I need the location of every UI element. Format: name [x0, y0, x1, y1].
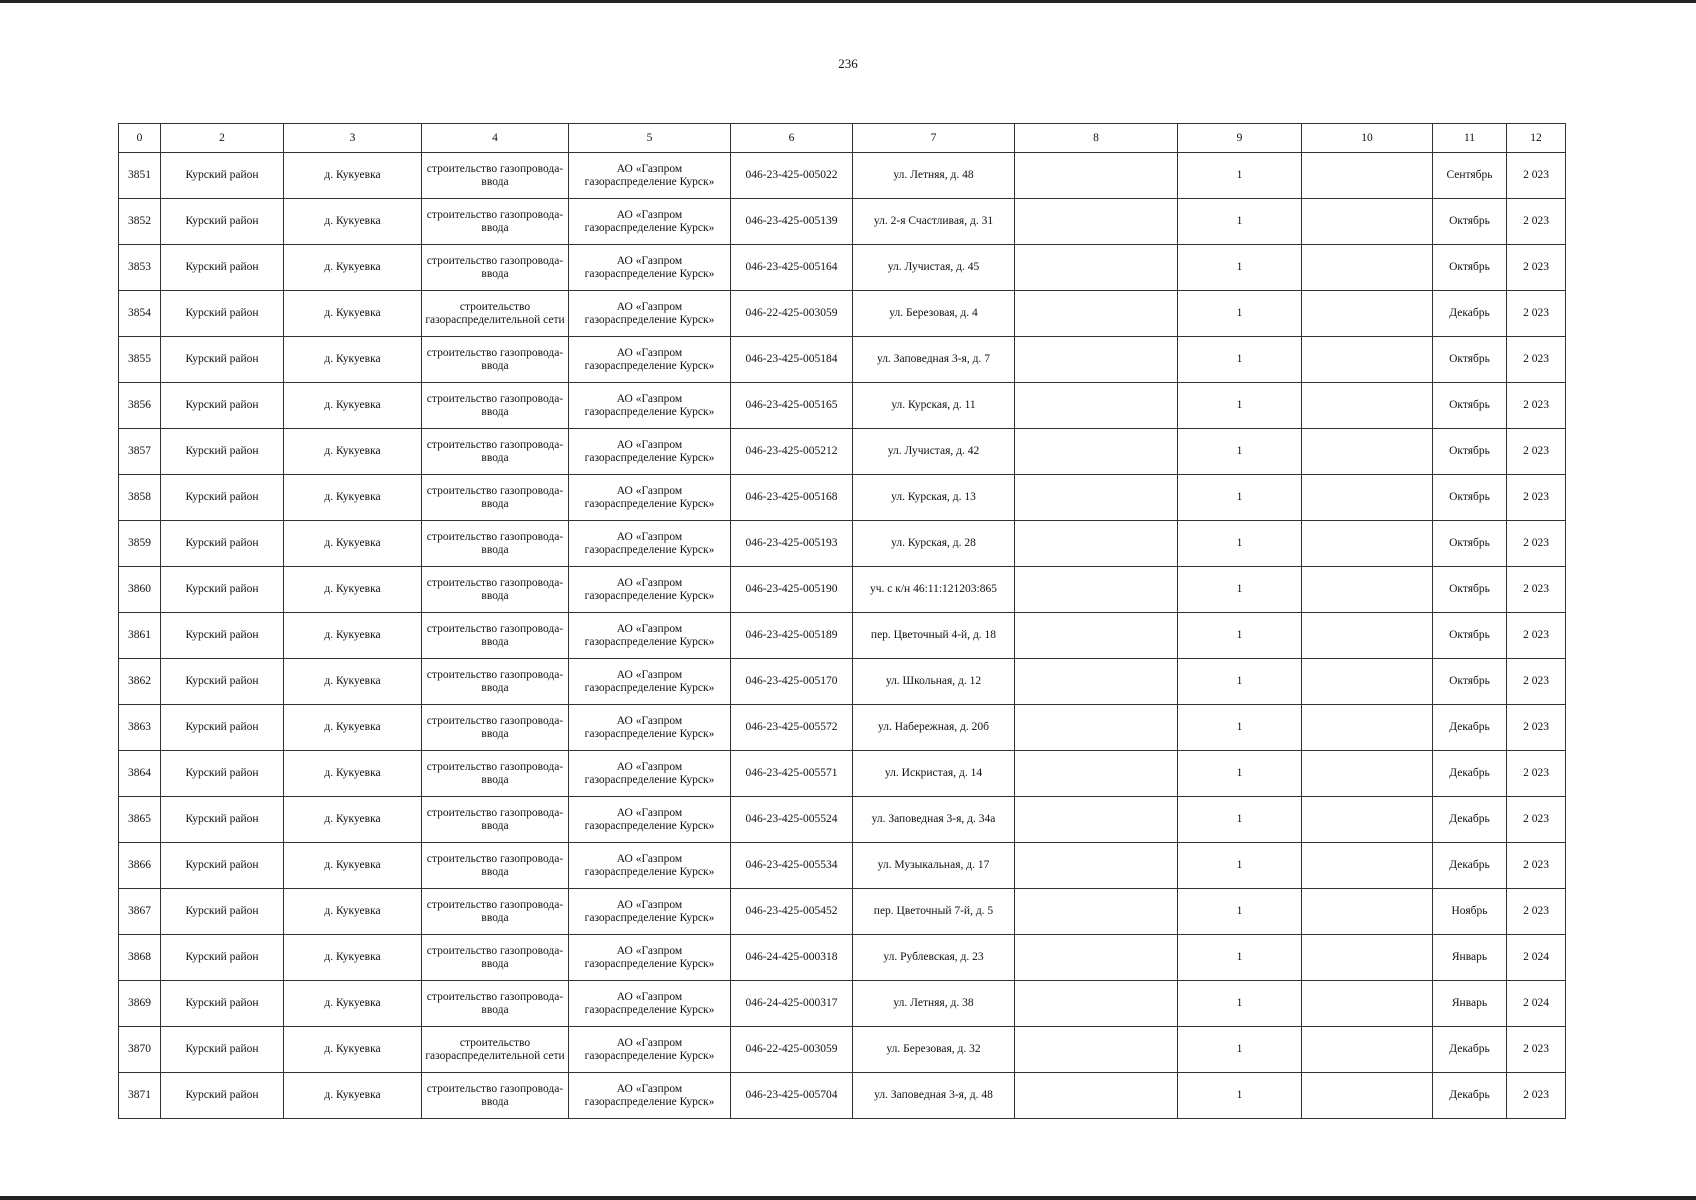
contract-number-cell: 046-23-425-005022 — [731, 153, 853, 199]
work-type-cell: строительство газопровода-ввода — [422, 429, 569, 475]
quantity-cell: 1 — [1178, 199, 1302, 245]
organization-cell: АО «Газпром газораспределение Курск» — [569, 1073, 731, 1119]
year-cell: 2 023 — [1507, 245, 1566, 291]
table-row — [119, 935, 1566, 981]
district-cell: Курский район — [161, 705, 284, 751]
district-cell: Курский район — [161, 245, 284, 291]
district-cell: Курский район — [161, 153, 284, 199]
address-cell: ул. Школьная, д. 12 — [853, 659, 1015, 705]
column-10-cell — [1302, 1073, 1433, 1119]
address-cell: ул. Курская, д. 28 — [853, 521, 1015, 567]
contract-number-cell: 046-23-425-005190 — [731, 567, 853, 613]
column-8-cell — [1015, 199, 1178, 245]
year-cell: 2 024 — [1507, 935, 1566, 981]
column-10-cell — [1302, 1027, 1433, 1073]
row-number-cell: 3865 — [119, 797, 161, 843]
address-cell: ул. Набережная, д. 20б — [853, 705, 1015, 751]
table-row — [119, 889, 1566, 935]
settlement-cell: д. Кукуевка — [284, 245, 422, 291]
table-row — [119, 383, 1566, 429]
organization-cell: АО «Газпром газораспределение Курск» — [569, 383, 731, 429]
column-10-cell — [1302, 291, 1433, 337]
month-cell: Январь — [1433, 981, 1507, 1027]
row-number-cell: 3861 — [119, 613, 161, 659]
contract-number-cell: 046-23-425-005524 — [731, 797, 853, 843]
quantity-cell: 1 — [1178, 337, 1302, 383]
table-row — [119, 981, 1566, 1027]
column-8-cell — [1015, 751, 1178, 797]
row-number-cell: 3852 — [119, 199, 161, 245]
row-number-cell: 3855 — [119, 337, 161, 383]
column-10-cell — [1302, 199, 1433, 245]
column-8-cell — [1015, 567, 1178, 613]
contract-number-cell: 046-24-425-000318 — [731, 935, 853, 981]
district-cell: Курский район — [161, 613, 284, 659]
column-10-cell — [1302, 613, 1433, 659]
organization-cell: АО «Газпром газораспределение Курск» — [569, 521, 731, 567]
settlement-cell: д. Кукуевка — [284, 521, 422, 567]
settlement-cell: д. Кукуевка — [284, 337, 422, 383]
contract-number-cell: 046-23-425-005139 — [731, 199, 853, 245]
year-cell: 2 023 — [1507, 475, 1566, 521]
table-row — [119, 1027, 1566, 1073]
contract-number-cell: 046-23-425-005212 — [731, 429, 853, 475]
column-8-cell — [1015, 429, 1178, 475]
column-8-cell — [1015, 935, 1178, 981]
year-cell: 2 023 — [1507, 199, 1566, 245]
settlement-cell: д. Кукуевка — [284, 981, 422, 1027]
year-cell: 2 023 — [1507, 797, 1566, 843]
district-cell: Курский район — [161, 521, 284, 567]
organization-cell: АО «Газпром газораспределение Курск» — [569, 935, 731, 981]
address-cell: ул. Летняя, д. 38 — [853, 981, 1015, 1027]
month-cell: Октябрь — [1433, 613, 1507, 659]
work-type-cell: строительство газопровода-ввода — [422, 199, 569, 245]
column-8-cell — [1015, 337, 1178, 383]
registry-table — [118, 123, 1566, 1119]
table-row — [119, 475, 1566, 521]
column-10-cell — [1302, 889, 1433, 935]
month-cell: Декабрь — [1433, 751, 1507, 797]
address-cell: ул. Рублевская, д. 23 — [853, 935, 1015, 981]
row-number-cell: 3862 — [119, 659, 161, 705]
address-cell: ул. Лучистая, д. 42 — [853, 429, 1015, 475]
month-cell: Октябрь — [1433, 383, 1507, 429]
settlement-cell: д. Кукуевка — [284, 429, 422, 475]
month-cell: Декабрь — [1433, 1073, 1507, 1119]
month-cell: Ноябрь — [1433, 889, 1507, 935]
contract-number-cell: 046-23-425-005572 — [731, 705, 853, 751]
row-number-cell: 3864 — [119, 751, 161, 797]
contract-number-cell: 046-23-425-005534 — [731, 843, 853, 889]
quantity-cell: 1 — [1178, 245, 1302, 291]
organization-cell: АО «Газпром газораспределение Курск» — [569, 199, 731, 245]
address-cell: ул. Березовая, д. 4 — [853, 291, 1015, 337]
district-cell: Курский район — [161, 567, 284, 613]
contract-number-cell: 046-22-425-003059 — [731, 291, 853, 337]
work-type-cell: строительство газопровода-ввода — [422, 337, 569, 383]
row-number-cell: 3870 — [119, 1027, 161, 1073]
row-number-cell: 3853 — [119, 245, 161, 291]
year-cell: 2 024 — [1507, 981, 1566, 1027]
settlement-cell: д. Кукуевка — [284, 1027, 422, 1073]
address-cell: уч. с к/н 46:11:121203:865 — [853, 567, 1015, 613]
row-number-cell: 3860 — [119, 567, 161, 613]
table-row — [119, 797, 1566, 843]
district-cell: Курский район — [161, 981, 284, 1027]
address-cell: ул. Березовая, д. 32 — [853, 1027, 1015, 1073]
column-header: 7 — [853, 124, 1015, 153]
quantity-cell: 1 — [1178, 475, 1302, 521]
month-cell: Октябрь — [1433, 245, 1507, 291]
organization-cell: АО «Газпром газораспределение Курск» — [569, 1027, 731, 1073]
contract-number-cell: 046-23-425-005571 — [731, 751, 853, 797]
district-cell: Курский район — [161, 429, 284, 475]
quantity-cell: 1 — [1178, 383, 1302, 429]
organization-cell: АО «Газпром газораспределение Курск» — [569, 337, 731, 383]
district-cell: Курский район — [161, 1073, 284, 1119]
work-type-cell: строительство газопровода-ввода — [422, 567, 569, 613]
table-row — [119, 291, 1566, 337]
contract-number-cell: 046-24-425-000317 — [731, 981, 853, 1027]
row-number-cell: 3868 — [119, 935, 161, 981]
organization-cell: АО «Газпром газораспределение Курск» — [569, 567, 731, 613]
settlement-cell: д. Кукуевка — [284, 383, 422, 429]
month-cell: Октябрь — [1433, 337, 1507, 383]
organization-cell: АО «Газпром газораспределение Курск» — [569, 245, 731, 291]
work-type-cell: строительство газопровода-ввода — [422, 245, 569, 291]
work-type-cell: строительство газопровода-ввода — [422, 659, 569, 705]
district-cell: Курский район — [161, 199, 284, 245]
column-8-cell — [1015, 889, 1178, 935]
row-number-cell: 3863 — [119, 705, 161, 751]
year-cell: 2 023 — [1507, 889, 1566, 935]
table-row — [119, 337, 1566, 383]
settlement-cell: д. Кукуевка — [284, 751, 422, 797]
column-10-cell — [1302, 429, 1433, 475]
table-row — [119, 705, 1566, 751]
work-type-cell: строительство газопровода-ввода — [422, 475, 569, 521]
organization-cell: АО «Газпром газораспределение Курск» — [569, 153, 731, 199]
column-10-cell — [1302, 659, 1433, 705]
district-cell: Курский район — [161, 935, 284, 981]
table-row — [119, 613, 1566, 659]
quantity-cell: 1 — [1178, 981, 1302, 1027]
address-cell: пер. Цветочный 4-й, д. 18 — [853, 613, 1015, 659]
column-8-cell — [1015, 981, 1178, 1027]
column-10-cell — [1302, 337, 1433, 383]
settlement-cell: д. Кукуевка — [284, 659, 422, 705]
district-cell: Курский район — [161, 337, 284, 383]
address-cell: ул. Заповедная 3-я, д. 7 — [853, 337, 1015, 383]
column-8-cell — [1015, 245, 1178, 291]
district-cell: Курский район — [161, 889, 284, 935]
address-cell: ул. Музыкальная, д. 17 — [853, 843, 1015, 889]
row-number-cell: 3858 — [119, 475, 161, 521]
column-8-cell — [1015, 613, 1178, 659]
column-8-cell — [1015, 291, 1178, 337]
district-cell: Курский район — [161, 751, 284, 797]
quantity-cell: 1 — [1178, 429, 1302, 475]
column-10-cell — [1302, 521, 1433, 567]
organization-cell: АО «Газпром газораспределение Курск» — [569, 429, 731, 475]
column-10-cell — [1302, 843, 1433, 889]
header-row — [119, 124, 1566, 153]
table-row — [119, 1073, 1566, 1119]
settlement-cell: д. Кукуевка — [284, 199, 422, 245]
quantity-cell: 1 — [1178, 659, 1302, 705]
column-8-cell — [1015, 521, 1178, 567]
work-type-cell: строительство газораспределительной сети — [422, 291, 569, 337]
district-cell: Курский район — [161, 383, 284, 429]
organization-cell: АО «Газпром газораспределение Курск» — [569, 843, 731, 889]
settlement-cell: д. Кукуевка — [284, 889, 422, 935]
work-type-cell: строительство газораспределительной сети — [422, 1027, 569, 1073]
organization-cell: АО «Газпром газораспределение Курск» — [569, 659, 731, 705]
work-type-cell: строительство газопровода-ввода — [422, 613, 569, 659]
column-header: 3 — [284, 124, 422, 153]
address-cell: ул. Искристая, д. 14 — [853, 751, 1015, 797]
month-cell: Октябрь — [1433, 521, 1507, 567]
month-cell: Октябрь — [1433, 429, 1507, 475]
quantity-cell: 1 — [1178, 705, 1302, 751]
month-cell: Сентябрь — [1433, 153, 1507, 199]
work-type-cell: строительство газопровода-ввода — [422, 521, 569, 567]
settlement-cell: д. Кукуевка — [284, 705, 422, 751]
column-10-cell — [1302, 935, 1433, 981]
contract-number-cell: 046-23-425-005184 — [731, 337, 853, 383]
year-cell: 2 023 — [1507, 751, 1566, 797]
column-8-cell — [1015, 1027, 1178, 1073]
column-8-cell — [1015, 797, 1178, 843]
row-number-cell: 3866 — [119, 843, 161, 889]
table-row — [119, 843, 1566, 889]
row-number-cell: 3854 — [119, 291, 161, 337]
month-cell: Октябрь — [1433, 567, 1507, 613]
work-type-cell: строительство газопровода-ввода — [422, 705, 569, 751]
settlement-cell: д. Кукуевка — [284, 475, 422, 521]
year-cell: 2 023 — [1507, 1027, 1566, 1073]
table-row — [119, 245, 1566, 291]
settlement-cell: д. Кукуевка — [284, 1073, 422, 1119]
contract-number-cell: 046-23-425-005165 — [731, 383, 853, 429]
column-8-cell — [1015, 153, 1178, 199]
year-cell: 2 023 — [1507, 429, 1566, 475]
organization-cell: АО «Газпром газораспределение Курск» — [569, 797, 731, 843]
month-cell: Декабрь — [1433, 843, 1507, 889]
contract-number-cell: 046-23-425-005189 — [731, 613, 853, 659]
column-10-cell — [1302, 981, 1433, 1027]
contract-number-cell: 046-23-425-005452 — [731, 889, 853, 935]
column-8-cell — [1015, 383, 1178, 429]
quantity-cell: 1 — [1178, 889, 1302, 935]
month-cell: Декабрь — [1433, 1027, 1507, 1073]
column-8-cell — [1015, 475, 1178, 521]
quantity-cell: 1 — [1178, 291, 1302, 337]
table-row — [119, 659, 1566, 705]
column-10-cell — [1302, 153, 1433, 199]
table-row — [119, 153, 1566, 199]
quantity-cell: 1 — [1178, 153, 1302, 199]
district-cell: Курский район — [161, 659, 284, 705]
month-cell: Январь — [1433, 935, 1507, 981]
address-cell: ул. Курская, д. 11 — [853, 383, 1015, 429]
column-10-cell — [1302, 475, 1433, 521]
row-number-cell: 3856 — [119, 383, 161, 429]
year-cell: 2 023 — [1507, 337, 1566, 383]
settlement-cell: д. Кукуевка — [284, 797, 422, 843]
work-type-cell: строительство газопровода-ввода — [422, 981, 569, 1027]
contract-number-cell: 046-23-425-005704 — [731, 1073, 853, 1119]
column-8-cell — [1015, 705, 1178, 751]
district-cell: Курский район — [161, 475, 284, 521]
contract-number-cell: 046-23-425-005164 — [731, 245, 853, 291]
year-cell: 2 023 — [1507, 383, 1566, 429]
table-row — [119, 199, 1566, 245]
quantity-cell: 1 — [1178, 613, 1302, 659]
year-cell: 2 023 — [1507, 567, 1566, 613]
quantity-cell: 1 — [1178, 935, 1302, 981]
column-8-cell — [1015, 1073, 1178, 1119]
column-10-cell — [1302, 751, 1433, 797]
work-type-cell: строительство газопровода-ввода — [422, 843, 569, 889]
table-row — [119, 567, 1566, 613]
row-number-cell: 3859 — [119, 521, 161, 567]
settlement-cell: д. Кукуевка — [284, 153, 422, 199]
organization-cell: АО «Газпром газораспределение Курск» — [569, 291, 731, 337]
year-cell: 2 023 — [1507, 613, 1566, 659]
column-10-cell — [1302, 383, 1433, 429]
quantity-cell: 1 — [1178, 1027, 1302, 1073]
work-type-cell: строительство газопровода-ввода — [422, 1073, 569, 1119]
year-cell: 2 023 — [1507, 1073, 1566, 1119]
month-cell: Декабрь — [1433, 797, 1507, 843]
work-type-cell: строительство газопровода-ввода — [422, 935, 569, 981]
organization-cell: АО «Газпром газораспределение Курск» — [569, 705, 731, 751]
district-cell: Курский район — [161, 797, 284, 843]
settlement-cell: д. Кукуевка — [284, 843, 422, 889]
month-cell: Октябрь — [1433, 475, 1507, 521]
table-row — [119, 521, 1566, 567]
organization-cell: АО «Газпром газораспределение Курск» — [569, 751, 731, 797]
work-type-cell: строительство газопровода-ввода — [422, 751, 569, 797]
address-cell: ул. Заповедная 3-я, д. 48 — [853, 1073, 1015, 1119]
settlement-cell: д. Кукуевка — [284, 613, 422, 659]
work-type-cell: строительство газопровода-ввода — [422, 153, 569, 199]
column-header: 9 — [1178, 124, 1302, 153]
contract-number-cell: 046-23-425-005168 — [731, 475, 853, 521]
settlement-cell: д. Кукуевка — [284, 567, 422, 613]
year-cell: 2 023 — [1507, 705, 1566, 751]
district-cell: Курский район — [161, 843, 284, 889]
month-cell: Октябрь — [1433, 659, 1507, 705]
column-10-cell — [1302, 567, 1433, 613]
page-number: 236 — [838, 56, 858, 71]
year-cell: 2 023 — [1507, 153, 1566, 199]
column-header: 6 — [731, 124, 853, 153]
quantity-cell: 1 — [1178, 567, 1302, 613]
row-number-cell: 3857 — [119, 429, 161, 475]
quantity-cell: 1 — [1178, 521, 1302, 567]
column-10-cell — [1302, 245, 1433, 291]
year-cell: 2 023 — [1507, 291, 1566, 337]
scan-top-edge — [0, 0, 1696, 3]
address-cell: ул. Заповедная 3-я, д. 34а — [853, 797, 1015, 843]
organization-cell: АО «Газпром газораспределение Курск» — [569, 475, 731, 521]
column-10-cell — [1302, 797, 1433, 843]
quantity-cell: 1 — [1178, 843, 1302, 889]
column-header: 12 — [1507, 124, 1566, 153]
address-cell: ул. 2-я Счастливая, д. 31 — [853, 199, 1015, 245]
organization-cell: АО «Газпром газораспределение Курск» — [569, 981, 731, 1027]
row-number-cell: 3851 — [119, 153, 161, 199]
district-cell: Курский район — [161, 291, 284, 337]
row-number-cell: 3867 — [119, 889, 161, 935]
quantity-cell: 1 — [1178, 797, 1302, 843]
column-header: 8 — [1015, 124, 1178, 153]
column-header: 4 — [422, 124, 569, 153]
contract-number-cell: 046-23-425-005170 — [731, 659, 853, 705]
column-header: 2 — [161, 124, 284, 153]
row-number-cell: 3871 — [119, 1073, 161, 1119]
settlement-cell: д. Кукуевка — [284, 935, 422, 981]
month-cell: Декабрь — [1433, 705, 1507, 751]
address-cell: ул. Лучистая, д. 45 — [853, 245, 1015, 291]
column-10-cell — [1302, 705, 1433, 751]
address-cell: ул. Летняя, д. 48 — [853, 153, 1015, 199]
column-8-cell — [1015, 659, 1178, 705]
year-cell: 2 023 — [1507, 659, 1566, 705]
table-row — [119, 751, 1566, 797]
row-number-cell: 3869 — [119, 981, 161, 1027]
address-cell: ул. Курская, д. 13 — [853, 475, 1015, 521]
address-cell: пер. Цветочный 7-й, д. 5 — [853, 889, 1015, 935]
organization-cell: АО «Газпром газораспределение Курск» — [569, 889, 731, 935]
year-cell: 2 023 — [1507, 521, 1566, 567]
year-cell: 2 023 — [1507, 843, 1566, 889]
month-cell: Декабрь — [1433, 291, 1507, 337]
table-body — [119, 153, 1566, 1119]
settlement-cell: д. Кукуевка — [284, 291, 422, 337]
column-8-cell — [1015, 843, 1178, 889]
work-type-cell: строительство газопровода-ввода — [422, 797, 569, 843]
contract-number-cell: 046-23-425-005193 — [731, 521, 853, 567]
organization-cell: АО «Газпром газораспределение Курск» — [569, 613, 731, 659]
quantity-cell: 1 — [1178, 1073, 1302, 1119]
work-type-cell: строительство газопровода-ввода — [422, 889, 569, 935]
month-cell: Октябрь — [1433, 199, 1507, 245]
work-type-cell: строительство газопровода-ввода — [422, 383, 569, 429]
district-cell: Курский район — [161, 1027, 284, 1073]
column-header: 10 — [1302, 124, 1433, 153]
scan-bottom-edge — [0, 1196, 1696, 1200]
column-header: 0 — [119, 124, 161, 153]
contract-number-cell: 046-22-425-003059 — [731, 1027, 853, 1073]
table-row — [119, 429, 1566, 475]
column-header: 11 — [1433, 124, 1507, 153]
column-header: 5 — [569, 124, 731, 153]
quantity-cell: 1 — [1178, 751, 1302, 797]
